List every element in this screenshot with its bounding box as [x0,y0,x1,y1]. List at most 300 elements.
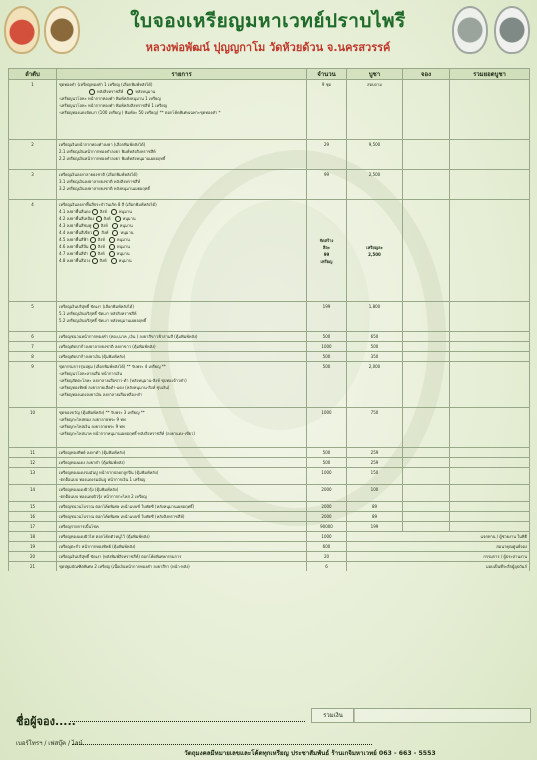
item-text: 4.7 ลงยาพื้นสีดำ [59,251,90,256]
row-number: 1 [9,80,57,140]
row-number: 8 [9,352,57,362]
row-quantity: 90000 [307,522,347,532]
row-item-description [57,512,307,522]
item-line [59,363,304,370]
item-line [59,141,304,148]
row-price: 2,000 [347,362,403,408]
row-number: 6 [9,332,57,342]
contact-label: เบอร์โทรฯ / เฟสบุ๊ค / ไลน์ [16,740,83,747]
row-price: 650 [347,332,403,342]
order-table [8,68,530,571]
row-number: 18 [9,532,57,542]
option-choice[interactable] [111,257,132,264]
option-label: หนุมาน [120,230,134,235]
table-row [9,542,530,552]
row-item-description [57,408,307,448]
row-quantity: 99 [307,170,347,200]
item-line [59,236,304,243]
row-quantity: 29 [307,140,347,170]
row-number: 4 [9,200,57,302]
table-row [9,170,530,200]
row-booking-input[interactable] [403,408,450,448]
row-number: 9 [9,362,57,408]
row-number: 2 [9,140,57,170]
row-total-input[interactable] [450,522,530,532]
row-price: 259 [347,458,403,468]
table-row [9,512,530,522]
quantity-line: 99 [323,251,330,257]
item-line [59,391,304,398]
row-item-description [57,200,307,302]
item-text: 3.1 เหรียญเงินลงยาลายธงชาติ หลังสิงหราชสีห์ [59,179,141,184]
quantity-line: จัดสร้าง [319,237,334,243]
item-line [59,229,304,236]
row-price: 259 [347,448,403,458]
row-quantity: 6 [307,562,347,572]
row-total-input[interactable] [450,512,530,522]
row-quantity: 2000 [307,485,347,502]
option-choice[interactable] [112,222,133,229]
item-text: เหรียญเงินลงยาพื้นสีประจำวันเกิด 8 สี (เลือกพิมพ์หลังได้) [59,202,157,207]
row-quantity: 500 [307,332,347,342]
table-row [9,408,530,448]
row-number: 16 [9,512,57,522]
row-item-description [57,362,307,408]
item-text: เหรียญเงินลงยาลายธงชาติ (เลือกพิมพ์หลังได้) [59,172,138,177]
item-line [59,449,304,456]
row-number: 19 [9,542,57,552]
item-text: ชุดปฐมบัณฑิตพิเศษ 2 เหรียญ (เนื้อเงินหน้ากากทองคำ ลงยาสีรา (หน้า-หลัง) [59,564,190,569]
row-note: มอบเป็นที่ระลึกผู้อุปถัมภ์ [347,562,530,572]
row-item-description [57,80,307,140]
item-text: -เหรียญกะไหล่เงิน ลงยาลายพระ 9 ทพ [59,424,125,429]
quantity-line: สีละ [322,244,331,250]
row-price: 750 [347,408,403,448]
item-line [59,543,304,550]
row-booking-input[interactable] [403,342,450,352]
item-text: -เหรียญนวโลหะ หน้ากากทองคำ พิมพ์หลังสิงหราชสีห์ 1 เหรียญ [59,103,168,108]
column-header-qty: จำนวน [307,69,347,80]
option-choice[interactable] [90,243,105,250]
option-label: สิงห์ [103,216,111,221]
item-text: เหรียญทองแดงผิวไฟ ตอกโค้ดตัวหนูไว้ (ตุ้มพิมพ์หลัง) [59,534,150,539]
table-row [9,562,530,572]
item-text: 2.1 เหรียญเงินหน้ากากทองคำลงยา พิมพ์หลังสิงหราชสีห์ [59,149,156,154]
item-text: -เหรียญกะไหล่ทอง ลงยาลายพระ 9 ทพ [59,417,126,422]
column-header-item: รายการ [57,69,307,80]
item-line [59,377,304,384]
option-label: สิงห์ [97,251,105,256]
option-label: หลังหนุมาน [135,89,156,94]
option-label: หนุมาน [116,237,130,242]
row-note: สมนาคุณศูนย์จอง [347,542,530,552]
option-choice[interactable] [92,208,107,215]
row-item-description [57,332,307,342]
item-line [59,95,304,102]
option-choice[interactable] [93,222,108,229]
row-booking-input[interactable] [403,332,450,342]
row-item-description [57,448,307,458]
item-text: 4.2 ลงยาพื้นสีเหลือง [59,216,96,221]
row-item-description [57,140,307,170]
row-item-description [57,485,307,502]
row-quantity: 500 [307,352,347,362]
option-choice[interactable] [109,243,130,250]
row-total-input[interactable] [450,80,530,140]
column-header-total: รวมยอดบูชา [450,69,530,80]
option-label: สิงห์ [97,237,105,242]
item-text: 4.8 ลงยาพื้นสีม่วง [59,258,92,263]
item-line [59,430,304,437]
row-total-input[interactable] [450,342,530,352]
row-quantity: 500 [307,362,347,408]
item-text: -ตกต็อแบบ ทองแดงรมมันปู หน้ากากเงิน 1 เหรียญ [59,477,146,482]
item-text: 4.4 ลงยาพื้นสีเขียว [59,230,94,235]
item-line [59,459,304,466]
option-choice[interactable] [112,229,133,236]
row-total-input[interactable] [450,468,530,485]
item-text: ชุดกรรมการรุ่นปฐม (เลือกพิมพ์หลังได้) ** รับพระ 4 เหรียญ ** [59,364,166,369]
row-quantity: 2000 [307,502,347,512]
amulet-image-icon [44,6,80,54]
option-label: หนุมาน [119,223,133,228]
item-line [59,171,304,178]
row-quantity: 1000 [307,408,347,448]
item-line [59,343,304,350]
row-quantity: 500 [307,448,347,458]
row-total-input[interactable] [450,362,530,408]
row-total-input[interactable] [450,200,530,302]
header [0,0,537,64]
column-header-price: บูชา [347,69,403,80]
table-body [9,80,530,572]
row-price: 89 [347,502,403,512]
row-booking-input[interactable] [403,468,450,485]
table-row [9,468,530,485]
item-line [59,409,304,416]
radio-circle-icon[interactable] [111,258,117,264]
option-choice[interactable] [109,236,130,243]
item-line [59,416,304,423]
row-quantity: 1000 [307,532,347,542]
row-total-input[interactable] [450,170,530,200]
total-label: รวมเงิน [311,708,355,723]
row-item-description [57,458,307,468]
item-line [59,317,304,324]
row-price: 9,500 [347,140,403,170]
item-text: เหรียญตัดปาก้าลงยาเงิน (ตุ้มพิมพ์หลัง) [59,354,126,359]
item-line [59,222,304,229]
option-choice[interactable] [92,257,107,264]
option-choice[interactable] [96,215,111,222]
row-total-input[interactable] [450,140,530,170]
total-amount-field[interactable] [353,708,531,723]
row-number: 7 [9,342,57,352]
row-item-description [57,552,307,562]
item-line [59,201,304,208]
option-label: สิงห์ [101,230,109,235]
item-line [59,243,304,250]
row-item-description [57,522,307,532]
row-price: 199 [347,522,403,532]
option-choice[interactable] [127,88,155,95]
item-text: เหรียญตัดปาก้าลงยาลายธงชาติ ลงยาขาว (ตุ้มพิมพ์หลัง) [59,344,156,349]
table-row [9,342,530,352]
item-text: เหรียญชนวนโบราณ ตอกโค้ดพิเศษ เหน้าแบบซ์ ใบพัดซี (หลังสิงหราชสีห์) [59,514,185,519]
item-text: ชุดของขวัญ (ตุ้มพิมพ์หลัง) ** รับพระ 3 เหรียญ ** [59,410,145,415]
item-text: 5.1 เหรียญเงินบริสุทธิ์ ขัดเงา หลังสิงหราชสีห์ [59,311,137,316]
item-line [59,109,304,116]
option-label: สิงห์ [97,244,105,249]
item-line [59,476,304,483]
row-price: 2,500 [347,170,403,200]
item-line [59,88,304,95]
row-quantity [307,200,347,302]
item-text: -เหรียญนวโลหะ หน้ากากทองคำ พิมพ์หลังหนุมาน 1 เหรียญ [59,96,161,101]
row-price: 150 [347,468,403,485]
item-text: เหรียญทองแดง ลงยาดำ (ตุ้มพิมพ์หลัง) [59,460,125,465]
item-text: เหรียญรายการเบิ้นโชค [59,524,99,529]
item-line [59,81,304,88]
item-text: -เหรียญนวโลหะลายเสือ หน้ากากเงิน [59,371,122,376]
option-label: สิงห์ [99,209,107,214]
item-text: -เหรียญทองแดงลงยาเงิน ลงยาลายเสือเหลือง-ดำ [59,392,143,397]
row-booking-input[interactable] [403,352,450,362]
row-total-input[interactable] [450,332,530,342]
table-row [9,522,530,532]
row-item-description [57,562,307,572]
page-title: ใบจองเหรียญมหาเวทย์ปราบไพรี [130,10,406,32]
row-booking-input[interactable] [403,170,450,200]
row-price: 100 [347,485,403,502]
row-number: 5 [9,302,57,332]
footer-note: วัตถุมงคลมีหมายเลขและโค้ดทุกเหรียญ ประชาสัมพันธ์ ร้านเกจิมหาเวทย์ 063 - 663 - 5553 [184,750,436,757]
row-booking-input[interactable] [403,200,450,302]
item-line [59,148,304,155]
row-booking-input[interactable] [403,458,450,468]
table-row [9,352,530,362]
item-line [59,303,304,310]
item-text: เหรียญเงินบริสุทธิ์ ขัดเงา (เลือกพิมพ์หลังได้) [59,304,134,309]
option-label: หนุมาน [116,251,130,256]
row-price: 89 [347,512,403,522]
row-number: 15 [9,502,57,512]
row-total-input[interactable] [450,448,530,458]
row-number: 12 [9,458,57,468]
row-booking-input[interactable] [403,522,450,532]
option-label: หนุมาน [116,244,130,249]
table-row [9,552,530,562]
item-text: -เหรียญสัตตะโลหะ ลงยาลายเสือขาว-ดำ (หลังหนุมาน-สิงห์ ชุบทองจ้าวคำ) [59,378,187,383]
item-text: 5.2 เหรียญเงินบริสุทธิ์ ขัดเงา หลังหนุมานเผยอฤทธิ์ [59,318,147,323]
row-number: 14 [9,485,57,502]
option-label: หนุมาน [118,258,132,263]
item-line [59,333,304,340]
item-text: 4.6 ลงยาพื้นสีส้ม [59,244,90,249]
item-text: เหรียญทองทิพย์ ลงยาดำ (ตุ้มพิมพ์หลัง) [59,450,126,455]
booker-name-field[interactable] [70,721,305,722]
item-line [59,353,304,360]
contact-field[interactable] [72,744,372,745]
option-choice[interactable] [115,215,136,222]
radio-circle-icon[interactable] [92,258,98,264]
option-label: หลังสิงหราชสีห์ [97,89,124,94]
item-text: -เหรียญทองทิพย์ ลงยาลายเสือดำ-แดง (หลังหนุมาน-สิงห์ ชุบเงิน) [59,385,170,390]
item-line [59,250,304,257]
table-row [9,80,530,140]
item-text: -ตกต็อแบบ ทองแดงผิวรุ้ง หน้ากากกะไหล่ 2 เหรียญ [59,494,147,499]
amulet-image-icon [452,6,488,54]
table-row [9,532,530,542]
row-number: 13 [9,468,57,485]
row-booking-input[interactable] [403,448,450,458]
item-line [59,493,304,500]
item-line [59,155,304,162]
row-item-description [57,342,307,352]
price-line: 2,500 [368,251,381,257]
row-item-description [57,302,307,332]
item-text: เหรียญเงินบริสุทธิ์ ขัดเงา (หลังพิมพ์สิงหราชสีห์) ตอกโค้ดพิเศษกรรมการ [59,554,182,559]
row-number: 17 [9,522,57,532]
item-line [59,486,304,493]
row-quantity: 1000 [307,342,347,352]
row-number: 21 [9,562,57,572]
item-line [59,178,304,185]
item-line [59,208,304,215]
row-booking-input[interactable] [403,80,450,140]
item-line [59,102,304,109]
item-text: เหรียญเงินหน้ากากทองคำลงยา (เลือกพิมพ์หลังได้) [59,142,146,147]
table-row [9,140,530,170]
option-choice[interactable] [90,236,105,243]
row-quantity: 500 [307,458,347,468]
row-quantity: 20 [307,552,347,562]
row-quantity: 600 [307,542,347,552]
table-row [9,362,530,408]
row-number: 11 [9,448,57,458]
item-text: 4.1 ลงยาพื้นสีแดง [59,209,92,214]
option-choice[interactable] [109,250,130,257]
table-row [9,485,530,502]
row-number: 20 [9,552,57,562]
option-choice[interactable] [111,208,132,215]
item-text: 3.2 เหรียญเงินลงยาลายธงชาติ หลังหนุมานเผยอฤทธิ์ [59,186,150,191]
row-total-input[interactable] [450,502,530,512]
row-total-input[interactable] [450,485,530,502]
table-row [9,448,530,458]
row-number: 10 [9,408,57,448]
row-note: กรรมการ / ผู้ประสานงาน [347,552,530,562]
item-line [59,185,304,192]
row-item-description [57,352,307,362]
table-row [9,332,530,342]
row-item-description [57,468,307,485]
item-line [59,469,304,476]
item-text: -เหรียญทองแดงจัดเงา (100 เหรียญ ( พิมพ์ละ 50 เหรียญ) ** ตอกโค้ดพิเศษเฉพาะชุดทองคำ * [59,110,221,115]
row-quantity: 1000 [307,468,347,485]
row-price: สอบถาม [347,80,403,140]
row-quantity: 2000 [307,512,347,522]
table-row [9,502,530,512]
table-row [9,302,530,332]
option-label: หนุมาน [118,209,132,214]
row-price: 350 [347,352,403,362]
item-text: เหรียญชนวนหน้ากากทองคำ (ทอง,นาค ,เงิน ) ลงยาสีขาวฟ้าสามสี (ตุ้มพิมพ์หลัง) [59,334,198,339]
row-total-input[interactable] [450,352,530,362]
item-text: เหรียญชนวนโบราณ ตอกโค้ดพิเศษ เหน้าแบบซ์ ใบพัดซี (หลังหนุมานเผยอฤทธิ์) [59,504,195,509]
row-total-input[interactable] [450,302,530,332]
row-booking-input[interactable] [403,485,450,502]
amulet-image-icon [4,6,40,54]
item-line [59,423,304,430]
row-number: 3 [9,170,57,200]
item-line [59,215,304,222]
item-line [59,563,304,570]
item-text: เหรียญตะกั่ว หน้ากากทองทิพย์ (ตุ้มพิมพ์หลัง) [59,544,136,549]
row-total-input[interactable] [450,458,530,468]
item-line [59,523,304,530]
option-label: หนุมาน [122,216,136,221]
option-choice[interactable] [93,229,108,236]
quantity-line: เหรียญ [320,258,333,264]
row-booking-input[interactable] [403,512,450,522]
item-line [59,370,304,377]
row-booking-input[interactable] [403,140,450,170]
item-line [59,257,304,264]
amulet-image-icon [494,6,530,54]
item-line [59,553,304,560]
row-booking-input[interactable] [403,302,450,332]
item-line [59,384,304,391]
row-quantity: 9 ชุด [307,80,347,140]
item-text: เหรียญทองแดงรมมันปู หน้ากากปลอกลูกปืน (ตุ้มพิมพ์หลัง) [59,470,159,475]
option-label: สิงห์ [99,258,107,263]
item-line [59,513,304,520]
item-text: 2.2 เหรียญเงินหน้ากากทองคำลงยา พิมพ์หลังหนุมานเผยอฤทธิ์ [59,156,166,161]
booker-name-label: ชื่อผู้จอง..... [16,715,76,728]
row-booking-input[interactable] [403,502,450,512]
row-note: แจกทาน / ผู้ช่วยงาน ในพิธี [347,532,530,542]
row-price [347,200,403,302]
table-row [9,200,530,302]
item-text: -เหรียญกะไหล่นาค หน้ากากหนุมานเผยอฤทธิ์-หลังสิงหราชสีห์ (ลงยาแดง-เขียว) [59,431,195,436]
row-item-description [57,170,307,200]
item-text: ชุดทองคำ (เหรียญทองคำ 1 เหรียญ (เลือกพิมพ์หลังได้) [59,82,153,87]
column-header-no: ลำดับ [9,69,57,80]
row-item-description [57,532,307,542]
item-line [59,310,304,317]
row-price: 500 [347,342,403,352]
page-subtitle: หลวงพ่อพัฒน์ ปุญญกาโม วัดห้วยด้วน จ.นครสวรรค์ [145,41,391,54]
table-header-row [9,69,530,80]
row-item-description [57,542,307,552]
item-line [59,503,304,510]
row-quantity: 199 [307,302,347,332]
option-choice[interactable] [89,88,123,95]
option-choice[interactable] [90,250,105,257]
item-line [59,533,304,540]
item-text: 4.5 ลงยาพื้นสีฟ้า [59,237,90,242]
column-header-booking: จอง [403,69,450,80]
price-line: เหรียญละ [366,244,383,250]
table-row [9,458,530,468]
row-price: 1,800 [347,302,403,332]
option-label: สิงห์ [100,223,108,228]
row-total-input[interactable] [450,408,530,448]
item-text: เหรียญทองแดงผิวรุ้ง (ตุ้มพิมพ์หลัง) [59,487,119,492]
row-booking-input[interactable] [403,362,450,408]
item-text: 4.3 ลงยาพื้นสีชมพู [59,223,93,228]
